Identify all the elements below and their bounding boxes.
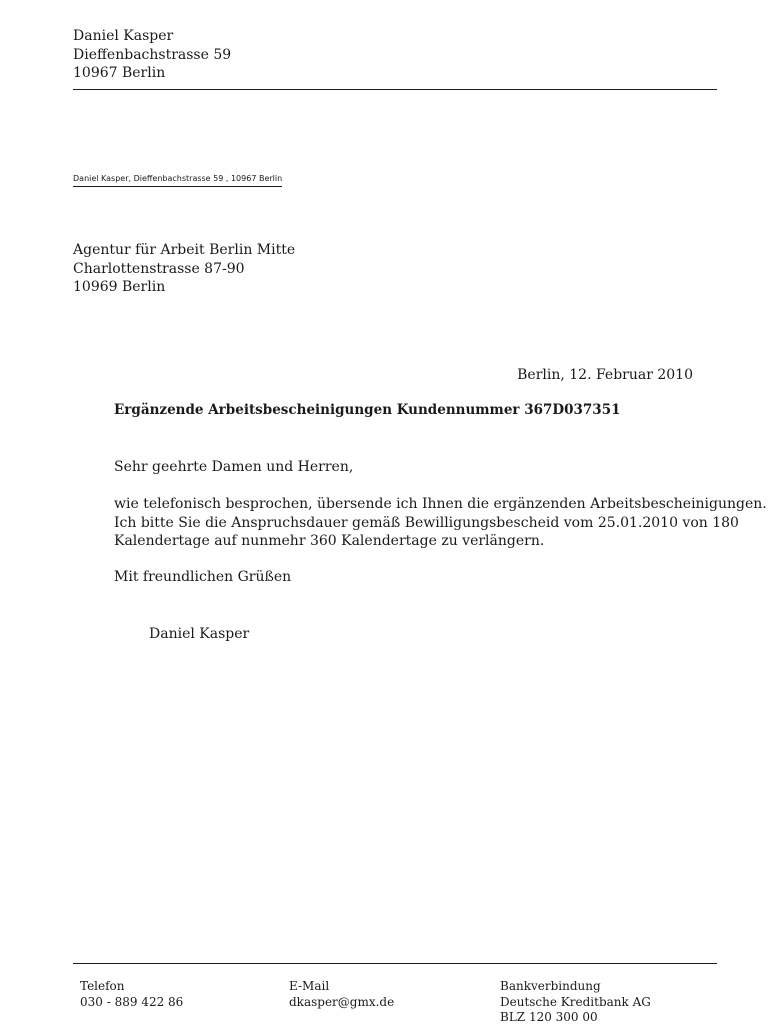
sender-city: 10967 Berlin	[73, 65, 166, 81]
recipient-street: Charlottenstrasse 87-90	[73, 260, 245, 277]
footer-bank-label: Bankverbindung	[500, 979, 601, 993]
return-address: Daniel Kasper, Dieffenbachstrasse 59 , 10967 Berlin	[73, 173, 282, 187]
footer-email-value: dkasper@gmx.de	[289, 994, 395, 1009]
footer-email-label: E-Mail	[289, 979, 330, 993]
footer-bank-name: Deutsche Kreditbank AG	[500, 994, 651, 1009]
letter-body	[114, 495, 767, 551]
footer-bank	[500, 979, 651, 1026]
recipient-address	[73, 241, 295, 297]
body-line: wie telefonisch besprochen, übersende ich Ihnen die ergänzenden Arbeitsbescheinigungen.	[114, 496, 767, 512]
sender-street: Dieffenbachstrasse 59	[73, 46, 232, 63]
sender-address	[73, 27, 231, 83]
footer-phone-label: Telefon	[80, 979, 125, 993]
signature: Daniel Kasper	[149, 626, 250, 642]
recipient-city: 10969 Berlin	[73, 279, 166, 295]
footer-email	[289, 979, 394, 1010]
footer-bank-code: BLZ 120 300 00	[500, 1010, 598, 1024]
footer-divider	[73, 963, 717, 964]
letter-subject: Ergänzende Arbeitsbescheinigungen Kundennummer 367D037351	[114, 402, 621, 418]
header-divider	[73, 89, 717, 90]
body-line: Kalendertage auf nunmehr 360 Kalendertage zu verlängern.	[114, 533, 545, 549]
salutation: Sehr geehrte Damen und Herren,	[114, 459, 354, 475]
letter-date: Berlin, 12. Februar 2010	[517, 367, 693, 383]
body-line: Ich bitte Sie die Anspruchsdauer gemäß Bewilligungsbescheid vom 25.01.2010 von 180	[114, 514, 739, 531]
closing: Mit freundlichen Grüßen	[114, 569, 292, 585]
recipient-name: Agentur für Arbeit Berlin Mitte	[73, 242, 296, 258]
footer-phone-value: 030 - 889 422 86	[80, 994, 184, 1009]
sender-name: Daniel Kasper	[73, 28, 174, 44]
footer-phone	[80, 979, 183, 1010]
